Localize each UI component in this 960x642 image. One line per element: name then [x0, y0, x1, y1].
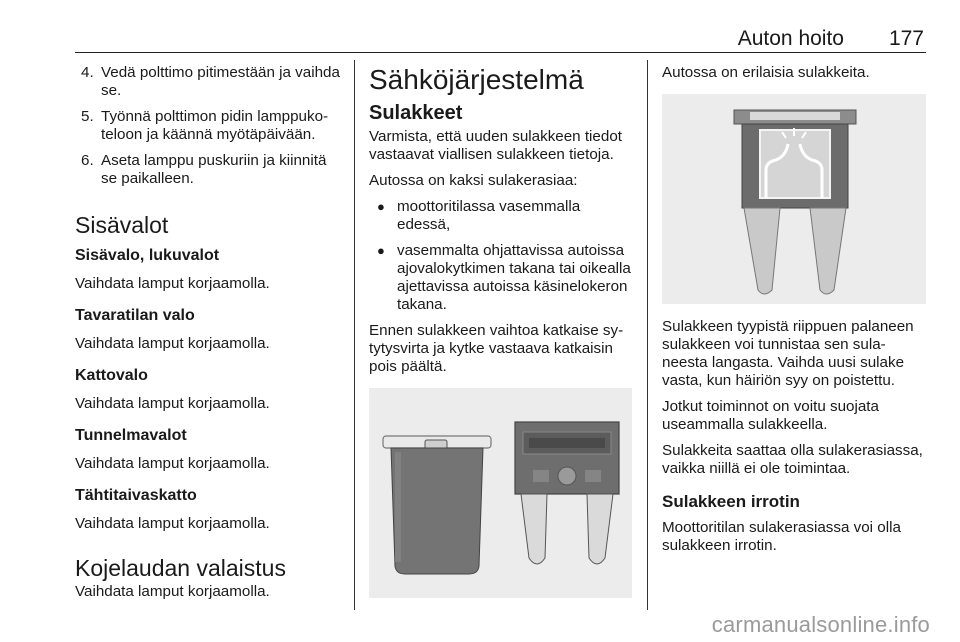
body-text: Vaihdata lamput korjaamolla. [75, 275, 270, 292]
watermark: carmanualsonline.info [711, 612, 930, 637]
step-item: 5. Työnnä polttimon pidin lamppukoteloon ja käännä myötäpäivään. [81, 108, 329, 143]
body-text: Vaihdata lamput korjaamolla. [75, 335, 270, 352]
column-right [662, 64, 926, 563]
fuse-photo-figure [369, 388, 632, 598]
body-text: Sulakkeen tyypistä riippuen palaneen sulakkeen voi tunnistaa sen sulaneesta langasta. Vaihda uusi sulake vasta, kun häiriön syy on poistettu. [662, 318, 914, 389]
body-text: Vaihdata lamput korjaamolla. [75, 395, 270, 412]
blown-fuse-illustration [662, 94, 926, 304]
body-text: Vaihdata lamput korjaamolla. [75, 583, 270, 600]
blown-fuse-figure [662, 94, 926, 304]
column-divider-left [354, 60, 355, 610]
section-title: Auton hoito [737, 27, 844, 50]
heading-sulakkeen-irrotin: Sulakkeen irrotin [662, 492, 800, 511]
list-item: ● vasemmalta ohjattavissa autoissa ajovalokytkimen takana tai oikealla ajettavissa autoissa käsinelokeron takana. [377, 242, 631, 313]
body-text: Autossa on kaksi sulakerasiaa: [369, 172, 578, 189]
fuse-front-view-icon [515, 422, 619, 564]
body-text: Moottoritilan sulakerasiassa voi olla sulakkeen irrotin. [662, 519, 901, 554]
body-text: Sulakkeita saattaa olla sulakerasiassa, vaikka niillä ei ole toimintaa. [662, 442, 923, 477]
body-text: Vaihdata lamput korjaamolla. [75, 515, 270, 532]
step-list [75, 64, 345, 188]
step-item: 4. Vedä polttimo pitimestään ja vaihda se. [81, 64, 340, 99]
body-text: Autossa on erilaisia sulakkeita. [662, 64, 870, 81]
heading-sulakkeet: Sulakkeet [369, 102, 463, 124]
subheading: Kattovalo [75, 367, 148, 384]
fuse-side-view-icon [383, 436, 491, 574]
body-text: Vaihdata lamput korjaamolla. [75, 455, 270, 472]
body-text: Jotkut toiminnot on voitu suojata useammalla sulakkeella. [662, 398, 879, 433]
step-item: 6. Aseta lamppu puskuriin ja kiinnitä se paikalleen. [81, 152, 327, 187]
fuse-types-illustration [369, 388, 632, 598]
blown-fuse-icon [734, 110, 856, 294]
heading-kojelauta: Kojelaudan valaistus [75, 555, 286, 581]
page-number: 177 [888, 27, 924, 50]
subheading: Tähtitaivaskatto [75, 487, 197, 504]
page-header [75, 24, 926, 53]
column-divider-right [647, 60, 648, 610]
subheading: Sisävalo, lukuvalot [75, 247, 220, 264]
list-item: ● moottoritilassa vasemmalla edessä, [377, 198, 581, 233]
body-text: Ennen sulakkeen vaihtoa katkaise sytytysvirta ja kytke vastaava katkaisin pois päältä. [369, 322, 624, 375]
bullet-list [369, 198, 633, 314]
heading-sahkojarjestelma: Sähköjärjestelmä [369, 64, 584, 95]
subheading: Tavaratilan valo [75, 307, 195, 324]
column-left [75, 64, 345, 609]
subheading: Tunnelmavalot [75, 427, 187, 444]
body-text: Varmista, että uuden sulakkeen tiedot vastaavat viallisen sulakkeen tietoja. [369, 128, 622, 163]
heading-sisavalot: Sisävalot [75, 212, 169, 238]
column-middle [369, 64, 633, 598]
